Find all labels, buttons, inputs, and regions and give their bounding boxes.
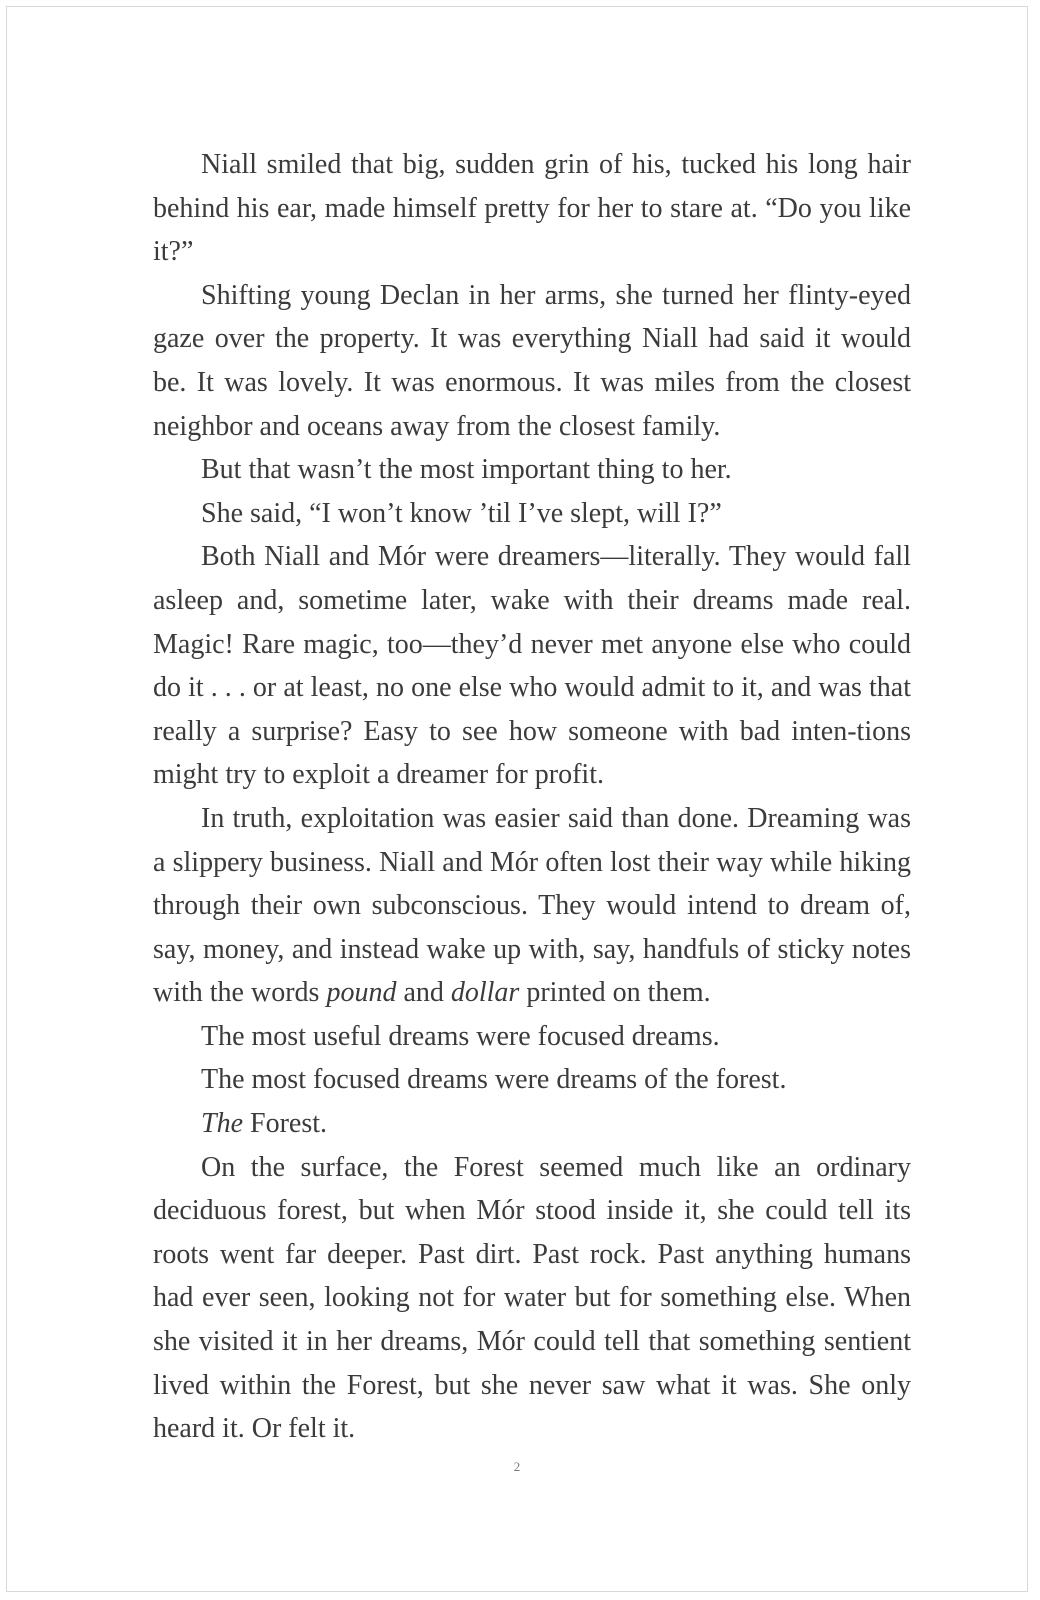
paragraph-2: Shifting young Declan in her arms, she turned her flinty-eyed gaze over the property. It was everything Niall had said it would be. It was lovely. It was enormous. It was miles from the closest neighbor and oceans away from the closest family. — [153, 279, 911, 442]
paragraph-9-rest: Forest. — [243, 1108, 327, 1140]
paragraph-6-mid: and — [396, 977, 451, 1009]
paragraph-7: The most useful dreams were focused dreams. — [201, 1020, 720, 1052]
paragraph-8: The most focused dreams were dreams of the forest. — [201, 1064, 787, 1096]
paragraph-10: On the surface, the Forest seemed much like an ordinary deciduous forest, but when Mór stood inside it, she could tell its roots went far deeper. Past dirt. Past rock. Past anything humans had ever seen, looking not for water but for something else. When she visited it in her dreams, Mór could tell that something sentient lived within the Forest, but she never saw what it was. She only heard it. Or felt it. — [153, 1151, 911, 1445]
book-page — [6, 6, 1028, 1592]
paragraph-9 — [153, 1102, 911, 1146]
italic-word-pound: pound — [326, 977, 397, 1009]
paragraph-6 — [153, 797, 911, 1015]
page-number: 2 — [513, 1459, 521, 1474]
body-text — [153, 143, 911, 1451]
paragraph-5: Both Niall and Mór were dreamers—literally. They would fall asleep and, sometime later, wake with their dreams made real. Magic! Rare magic, too—they’d never met anyone else who could do it . . . or at least, no one else who would admit to it, and was that really a surprise? Easy to see how someone with bad inten-tions might try to exploit a dreamer for profit. — [153, 541, 911, 791]
paragraph-1: Niall smiled that big, sudden grin of his, tucked his long hair behind his ear, made himself pretty for her to stare at. “Do you like it?” — [153, 149, 911, 268]
paragraph-3: But that wasn’t the most important thing to her. — [201, 454, 732, 486]
paragraph-6-start: In truth, exploitation was easier said than done. Dreaming was a slippery business. Niall and Mór often lost their way while hiking through their own subconscious. They would intend to dream of, say, money, and instead wake up with, say, handfuls of sticky notes with the words — [153, 802, 911, 1009]
italic-word-the: The — [201, 1108, 243, 1140]
paragraph-6-end: printed on them. — [519, 977, 711, 1009]
italic-word-dollar: dollar — [450, 977, 520, 1009]
paragraph-4: She said, “I won’t know ’til I’ve slept, will I?” — [201, 497, 722, 529]
